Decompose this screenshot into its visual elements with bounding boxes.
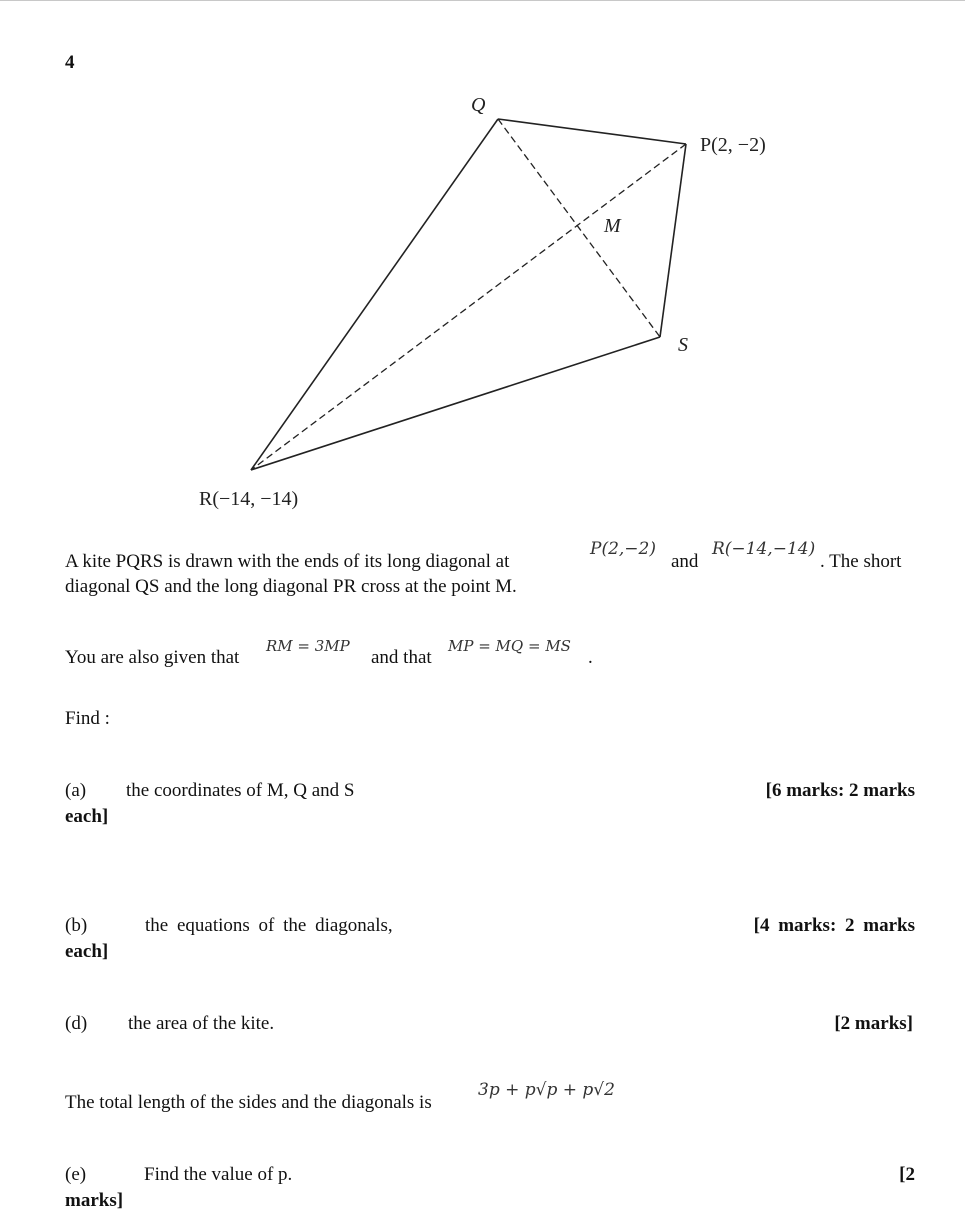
part-e-label: (e)	[65, 1164, 87, 1185]
part-e-marks: [2	[899, 1164, 915, 1185]
math-rm-3mp: RM = 3MP	[266, 637, 350, 655]
diagonal-qs	[498, 119, 660, 337]
part-b-marks-cont: each]	[65, 941, 109, 962]
label-m: M	[604, 215, 621, 237]
part-e-text: Find the value of p.	[144, 1164, 293, 1185]
math-total-expression: 3p + p√p + p√2	[478, 1080, 615, 1100]
find-label: Find :	[65, 708, 110, 729]
total-length-text: The total length of the sides and the diagonals is	[65, 1092, 432, 1113]
question-number: 4	[65, 52, 75, 73]
side-qp	[498, 119, 686, 144]
given-text-a: You are also given that	[65, 647, 240, 668]
diagonal-pr	[251, 144, 686, 470]
label-p: P(2, −2)	[700, 134, 766, 156]
part-d-text: the area of the kite.	[128, 1013, 275, 1034]
math-mp-mq-ms: MP = MQ = MS	[448, 637, 571, 655]
label-q: Q	[471, 94, 486, 116]
part-b-marks: [4 marks: 2 marks	[753, 915, 915, 936]
math-point-p: P(2,−2)	[590, 539, 656, 559]
intro-and: and	[671, 551, 699, 572]
label-s: S	[678, 334, 688, 356]
part-d-label: (d)	[65, 1013, 88, 1034]
part-e-marks-cont: marks]	[65, 1190, 124, 1211]
part-a-label: (a)	[65, 780, 87, 801]
side-rq	[251, 119, 498, 470]
intro-line1-b: . The short	[820, 551, 902, 572]
part-a-marks-cont: each]	[65, 806, 109, 827]
label-r: R(−14, −14)	[199, 488, 299, 510]
part-b-label: (b)	[65, 915, 88, 936]
part-b-text: the equations of the diagonals,	[145, 915, 393, 936]
part-a-marks: [6 marks: 2 marks	[765, 780, 915, 801]
part-a-text: the coordinates of M, Q and S	[126, 780, 355, 801]
part-d-marks: [2 marks]	[834, 1013, 913, 1034]
given-end: .	[588, 647, 593, 668]
side-sr	[251, 337, 660, 470]
given-and: and that	[371, 647, 432, 668]
kite-diagram	[0, 0, 965, 520]
math-point-r: R(−14,−14)	[712, 539, 816, 559]
intro-line1-a: A kite PQRS is drawn with the ends of its long diagonal at	[65, 551, 510, 572]
side-ps	[660, 144, 686, 337]
intro-line2: diagonal QS and the long diagonal PR cross at the point M.	[65, 576, 517, 597]
